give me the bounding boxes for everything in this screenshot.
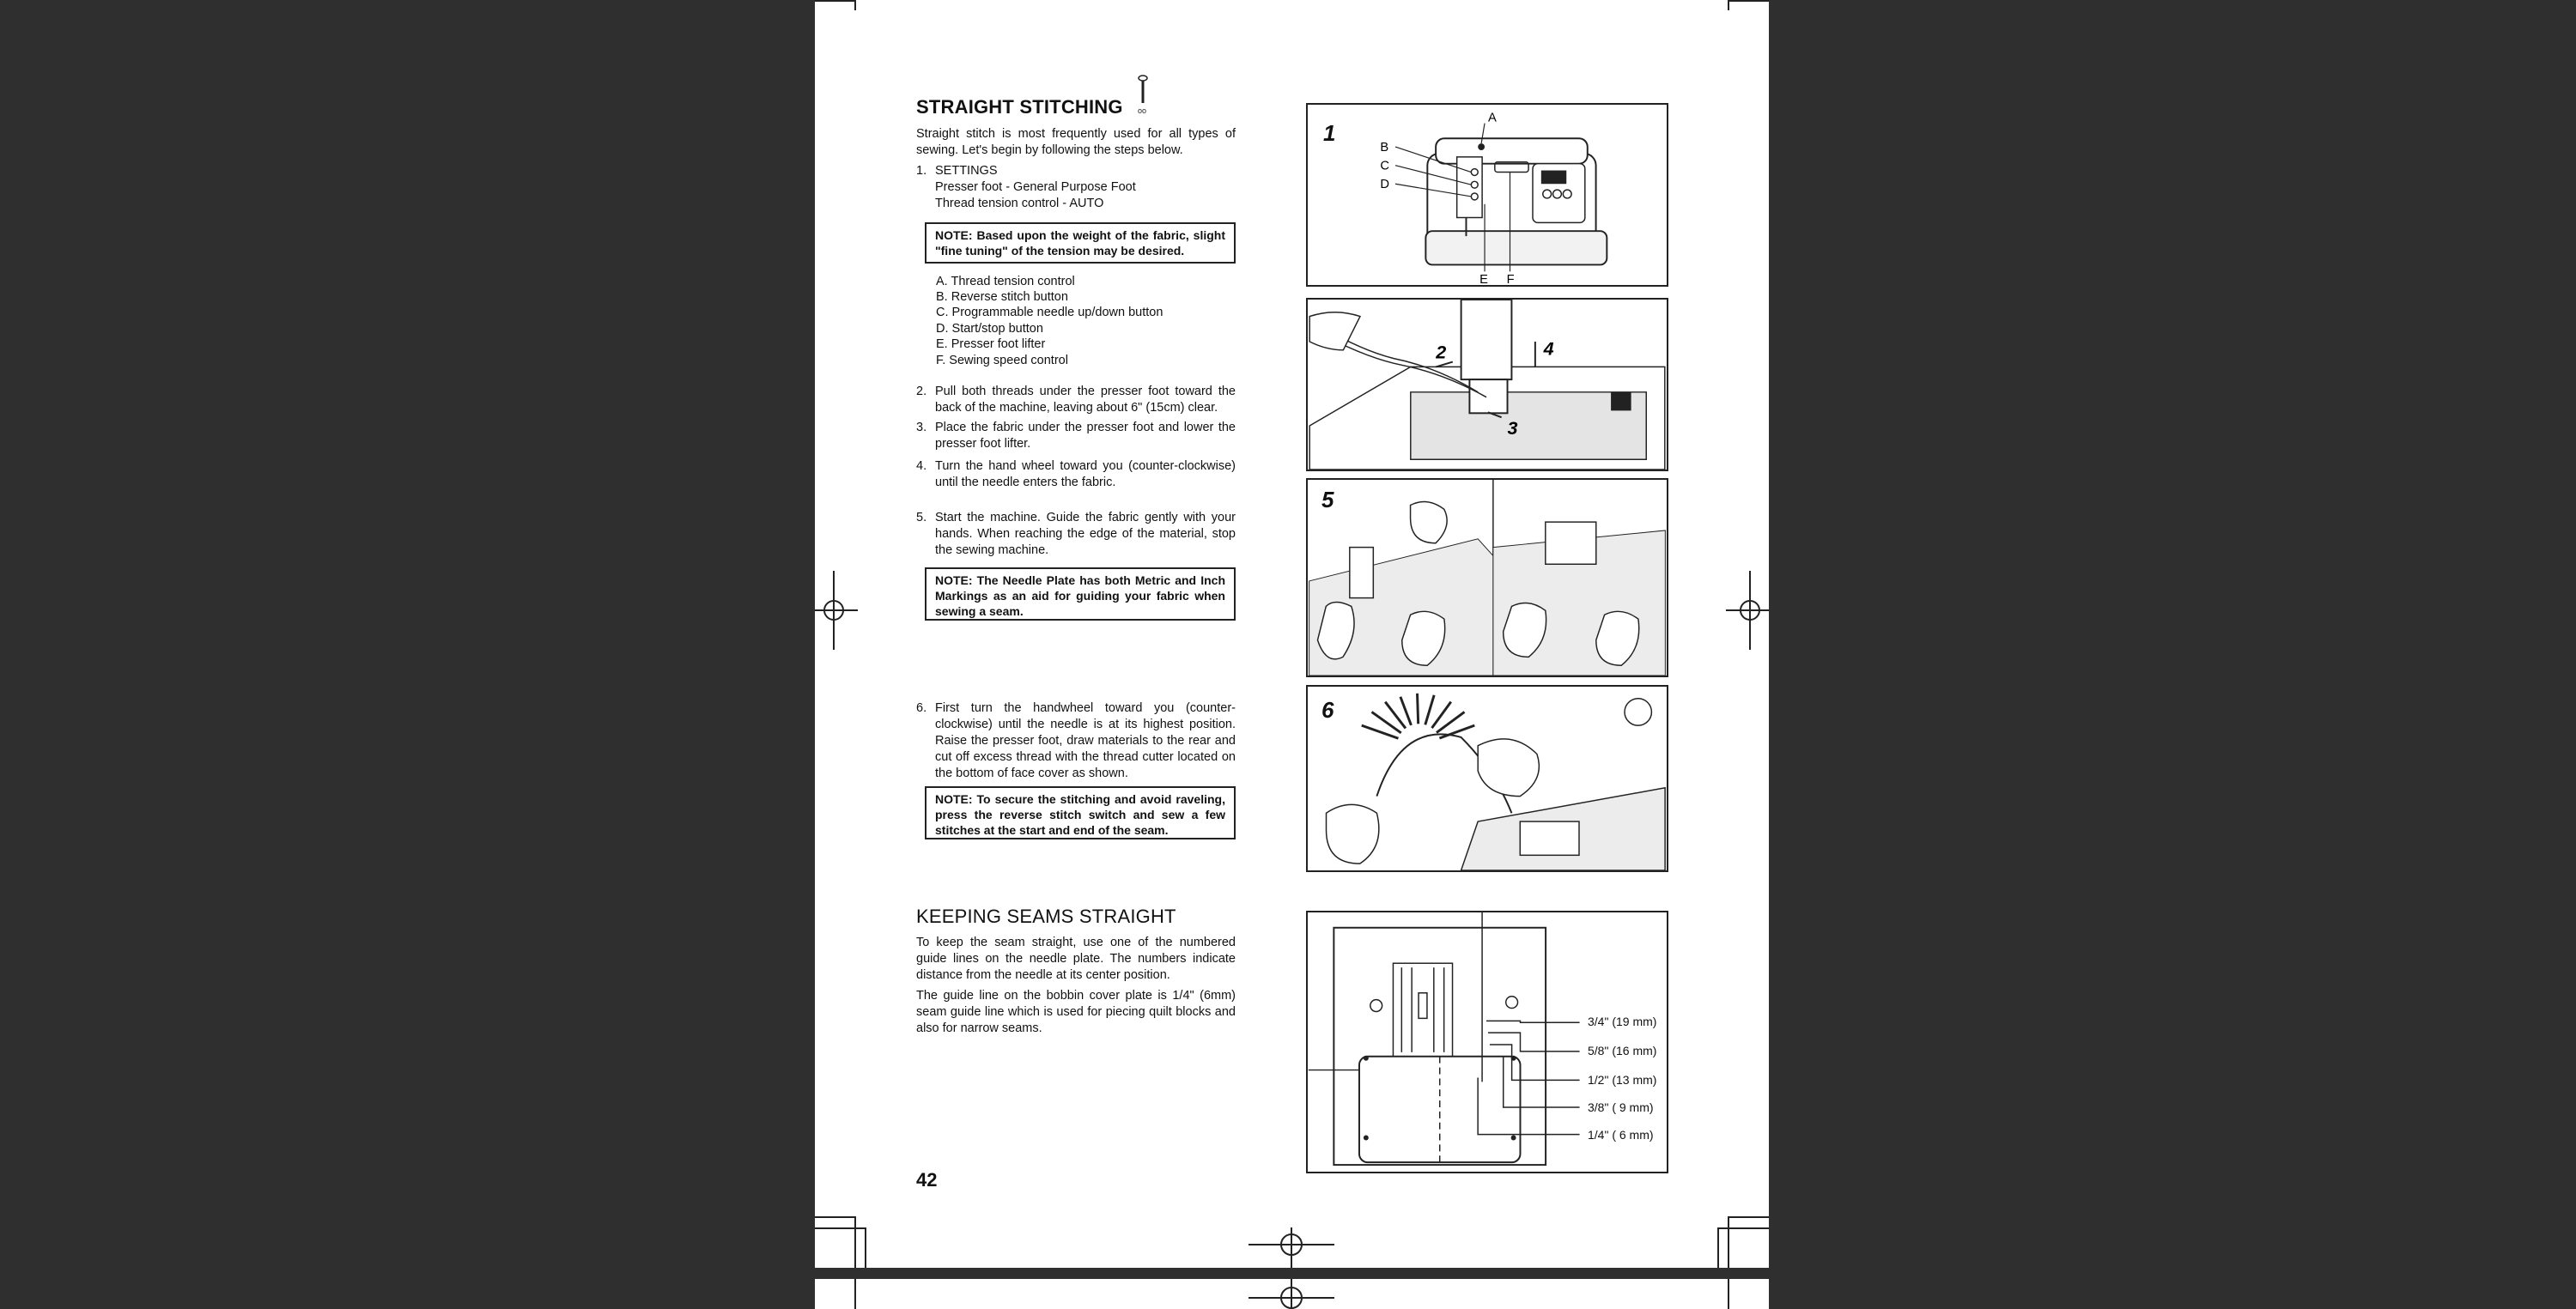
registration-mark-top [1249,1279,1334,1309]
seam-guide-label: 3/4" (19 mm) [1588,1015,1657,1028]
sewing-machine-illustration [1308,105,1667,285]
step-item [916,384,1236,418]
settings-step [916,163,1236,215]
callout-label: C [1380,159,1389,173]
legend-item: C. Programmable needle up/down button [936,306,1163,319]
step-item [916,458,1236,493]
page-number: 42 [916,1169,938,1191]
crop-mark [1717,1227,1719,1268]
crop-mark [854,0,856,10]
step-number: 6. [916,701,927,715]
crop-mark [1728,0,1769,2]
callout-label: A [1487,111,1497,125]
registration-mark-left [815,571,858,650]
arrow-label: 3 [1507,416,1518,439]
step-item [916,420,1236,454]
needle-icon [1134,74,1151,117]
crop-mark [1728,0,1729,10]
intro-paragraph: Straight stitch is most frequently used for all types of sewing. Let's begin by following the steps below. [916,127,1236,157]
callout-label: D [1380,178,1389,192]
seam-guide-label: 1/4" ( 6 mm) [1588,1128,1654,1142]
thread-cutter-illustration [1308,687,1667,870]
callout-label: F [1506,273,1515,285]
legend-item: A. Thread tension control [936,275,1075,288]
crop-mark [815,0,856,2]
crop-mark [1728,1216,1729,1268]
svg-text:oo: oo [1138,106,1147,115]
note-box: NOTE: The Needle Plate has both Metric and Inch Markings as an aid for guiding your fabric when sewing a seam. [925,567,1236,621]
legend-item: B. Reverse stitch button [936,290,1068,304]
figure-number: 6 [1321,697,1334,723]
step-number: 2. [916,385,927,398]
figure-needle-plate [1306,911,1668,1173]
presser-foot-illustration [1308,300,1667,470]
legend-item: F. Sewing speed control [936,354,1068,367]
step-number: 3. [916,421,927,434]
note-box: NOTE: To secure the stitching and avoid raveling, press the reverse stitch switch and sew a few stitches at the start and end of the seam. [925,786,1236,839]
document-page [815,0,1769,1268]
registration-mark-bottom [1249,1227,1334,1268]
crop-mark [854,1279,856,1309]
crop-mark [815,1216,856,1218]
seam-guide-label: 1/2" (13 mm) [1588,1073,1657,1087]
section-paragraph: The guide line on the bobbin cover plate is 1/4" (6mm) seam guide line which is used for piecing quilt blocks and also for narrow seams. [916,989,1236,1035]
registration-mark-right [1726,571,1769,650]
section-title: KEEPING SEAMS STRAIGHT [916,906,1176,927]
figure-thread-cutter [1306,685,1668,872]
hands-guiding-illustration [1308,480,1667,676]
step-text: Pull both threads under the presser foot toward the back of the machine, leaving about 6" (15cm) clear. [935,385,1236,415]
seam-guide-label: 5/8" (16 mm) [1588,1044,1657,1058]
figure-guide-fabric [1306,478,1668,677]
section-paragraph: To keep the seam straight, use one of the numbered guide lines on the needle plate. The numbers indicate distance from the needle at its center position. [916,936,1236,982]
arrow-label: 4 [1543,337,1554,360]
crop-mark [1728,1279,1729,1309]
legend-item: D. Start/stop button [936,322,1043,336]
step-number: 4. [916,459,927,473]
figure-thread-placement [1306,298,1668,471]
settings-heading: SETTINGS [935,164,998,178]
crop-mark [1728,1216,1769,1218]
settings-line: Thread tension control - AUTO [935,197,1104,210]
step-number: 1. [916,164,927,178]
step-text: Start the machine. Guide the fabric gently with your hands. When reaching the edge of the material, stop the sewing machine. [935,511,1236,557]
step-number: 5. [916,511,927,524]
figure-machine-controls [1306,103,1668,287]
next-document-page [815,1279,1769,1309]
legend-item: E. Presser foot lifter [936,337,1046,351]
callout-label: E [1479,273,1488,285]
crop-mark [1719,1227,1769,1229]
settings-line: Presser foot - General Purpose Foot [935,180,1136,194]
step-item [916,700,1236,783]
note-box: NOTE: Based upon the weight of the fabric, slight "fine tuning" of the tension may be desired. [925,222,1236,264]
callout-label: B [1380,140,1389,155]
step-item [916,510,1236,561]
figure-number: 5 [1321,487,1334,512]
arrow-label: 2 [1436,341,1447,363]
page-title: STRAIGHT STITCHING [916,96,1123,118]
step-text: First turn the handwheel toward you (counter-clockwise) until the needle is at its highest position. Raise the presser foot, draw materials to the rear and cut off excess thread with the thread cutter located on the bottom of face cover as shown. [935,701,1236,780]
crop-mark [815,1227,865,1229]
step-text: Place the fabric under the presser foot and lower the presser foot lifter. [935,421,1236,451]
step-text: Turn the hand wheel toward you (counter-clockwise) until the needle enters the fabric. [935,459,1236,489]
crop-mark [865,1227,866,1268]
seam-guide-label: 3/8" ( 9 mm) [1588,1100,1654,1114]
figure-number: 1 [1323,120,1336,146]
crop-mark [854,1216,856,1268]
